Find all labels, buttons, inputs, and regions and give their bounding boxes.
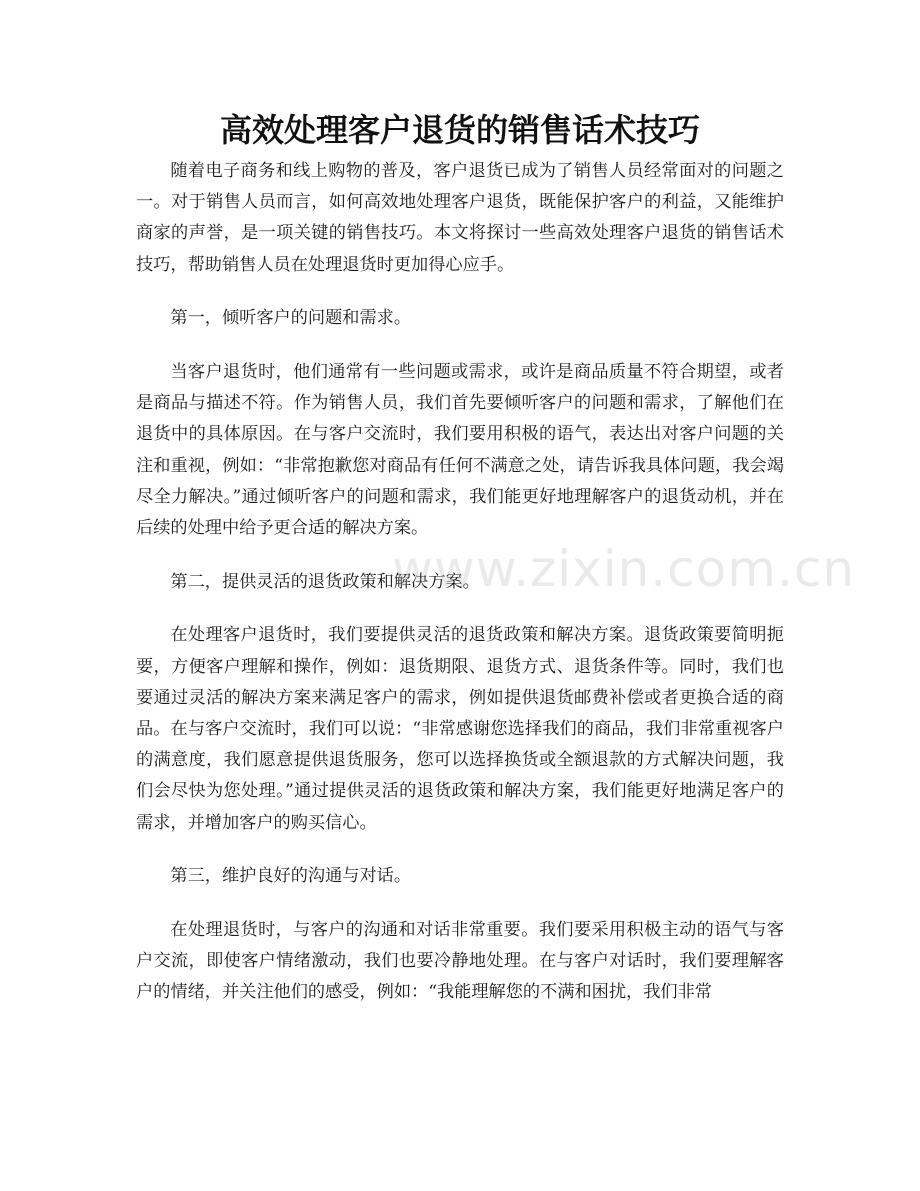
document-title: 高效处理客户退货的销售话术技巧 bbox=[219, 111, 700, 149]
section-heading-3: 第三，维护良好的沟通与对话。 bbox=[170, 866, 412, 887]
paragraph-section-3: 在处理退货时，与客户的沟通和对话非常重要。我们要采用积极主动的语气与客户交流，即使客户情绪激动，我们也要冷静地处理。在与客户对话时，我们要理解客户的情绪，并关注他们的感受，例如：“我能理解您的不满和困扰，我们非常 bbox=[136, 920, 784, 1003]
section-heading-1: 第一，倾听客户的问题和需求。 bbox=[170, 308, 412, 329]
paragraph-intro: 随着电子商务和线上购物的普及，客户退货已成为了销售人员经常面对的问题之一。对于销售人员而言，如何高效地处理客户退货，既能保护客户的利益，又能维护商家的声誉，是一项关键的销售技巧。本文将探讨一些高效处理客户退货的销售话术技巧，帮助销售人员在处理退货时更加得心应手。 bbox=[136, 161, 784, 275]
section-heading-2: 第二，提供灵活的退货政策和解决方案。 bbox=[170, 571, 480, 592]
document-body bbox=[136, 156, 784, 1031]
paragraph-section-2: 在处理客户退货时，我们要提供灵活的退货政策和解决方案。退货政策要简明扼要，方便客户理解和操作，例如：退货期限、退货方式、退货条件等。同时，我们也要通过灵活的解决方案来满足客户的需求，例如提供退货邮费补偿或者更换合适的商品。在与客户交流时，我们可以说：“非常感谢您选择我们的商品，我们非常重视客户的满意度，我们愿意提供退货服务，您可以选择换货或全额退款的方式解决问题，我们会尽快为您处理。”通过提供灵活的退货政策和解决方案，我们能更好地满足客户的需求，并增加客户的购买信心。 bbox=[136, 625, 784, 833]
paragraph-section-1: 当客户退货时，他们通常有一些问题或需求，或许是商品质量不符合期望，或者是商品与描述不符。作为销售人员，我们首先要倾听客户的问题和需求，了解他们在退货中的具体原因。在与客户交流时，我们要用积极的语气，表达出对客户问题的关注和重视，例如：“非常抱歉您对商品有任何不满意之处，请告诉我具体问题，我会竭尽全力解决。”通过倾听客户的问题和需求，我们能更好地理解客户的退货动机，并在后续的处理中给予更合适的解决方案。 bbox=[136, 362, 784, 539]
watermark: www.zixin.com.cn bbox=[392, 540, 856, 598]
